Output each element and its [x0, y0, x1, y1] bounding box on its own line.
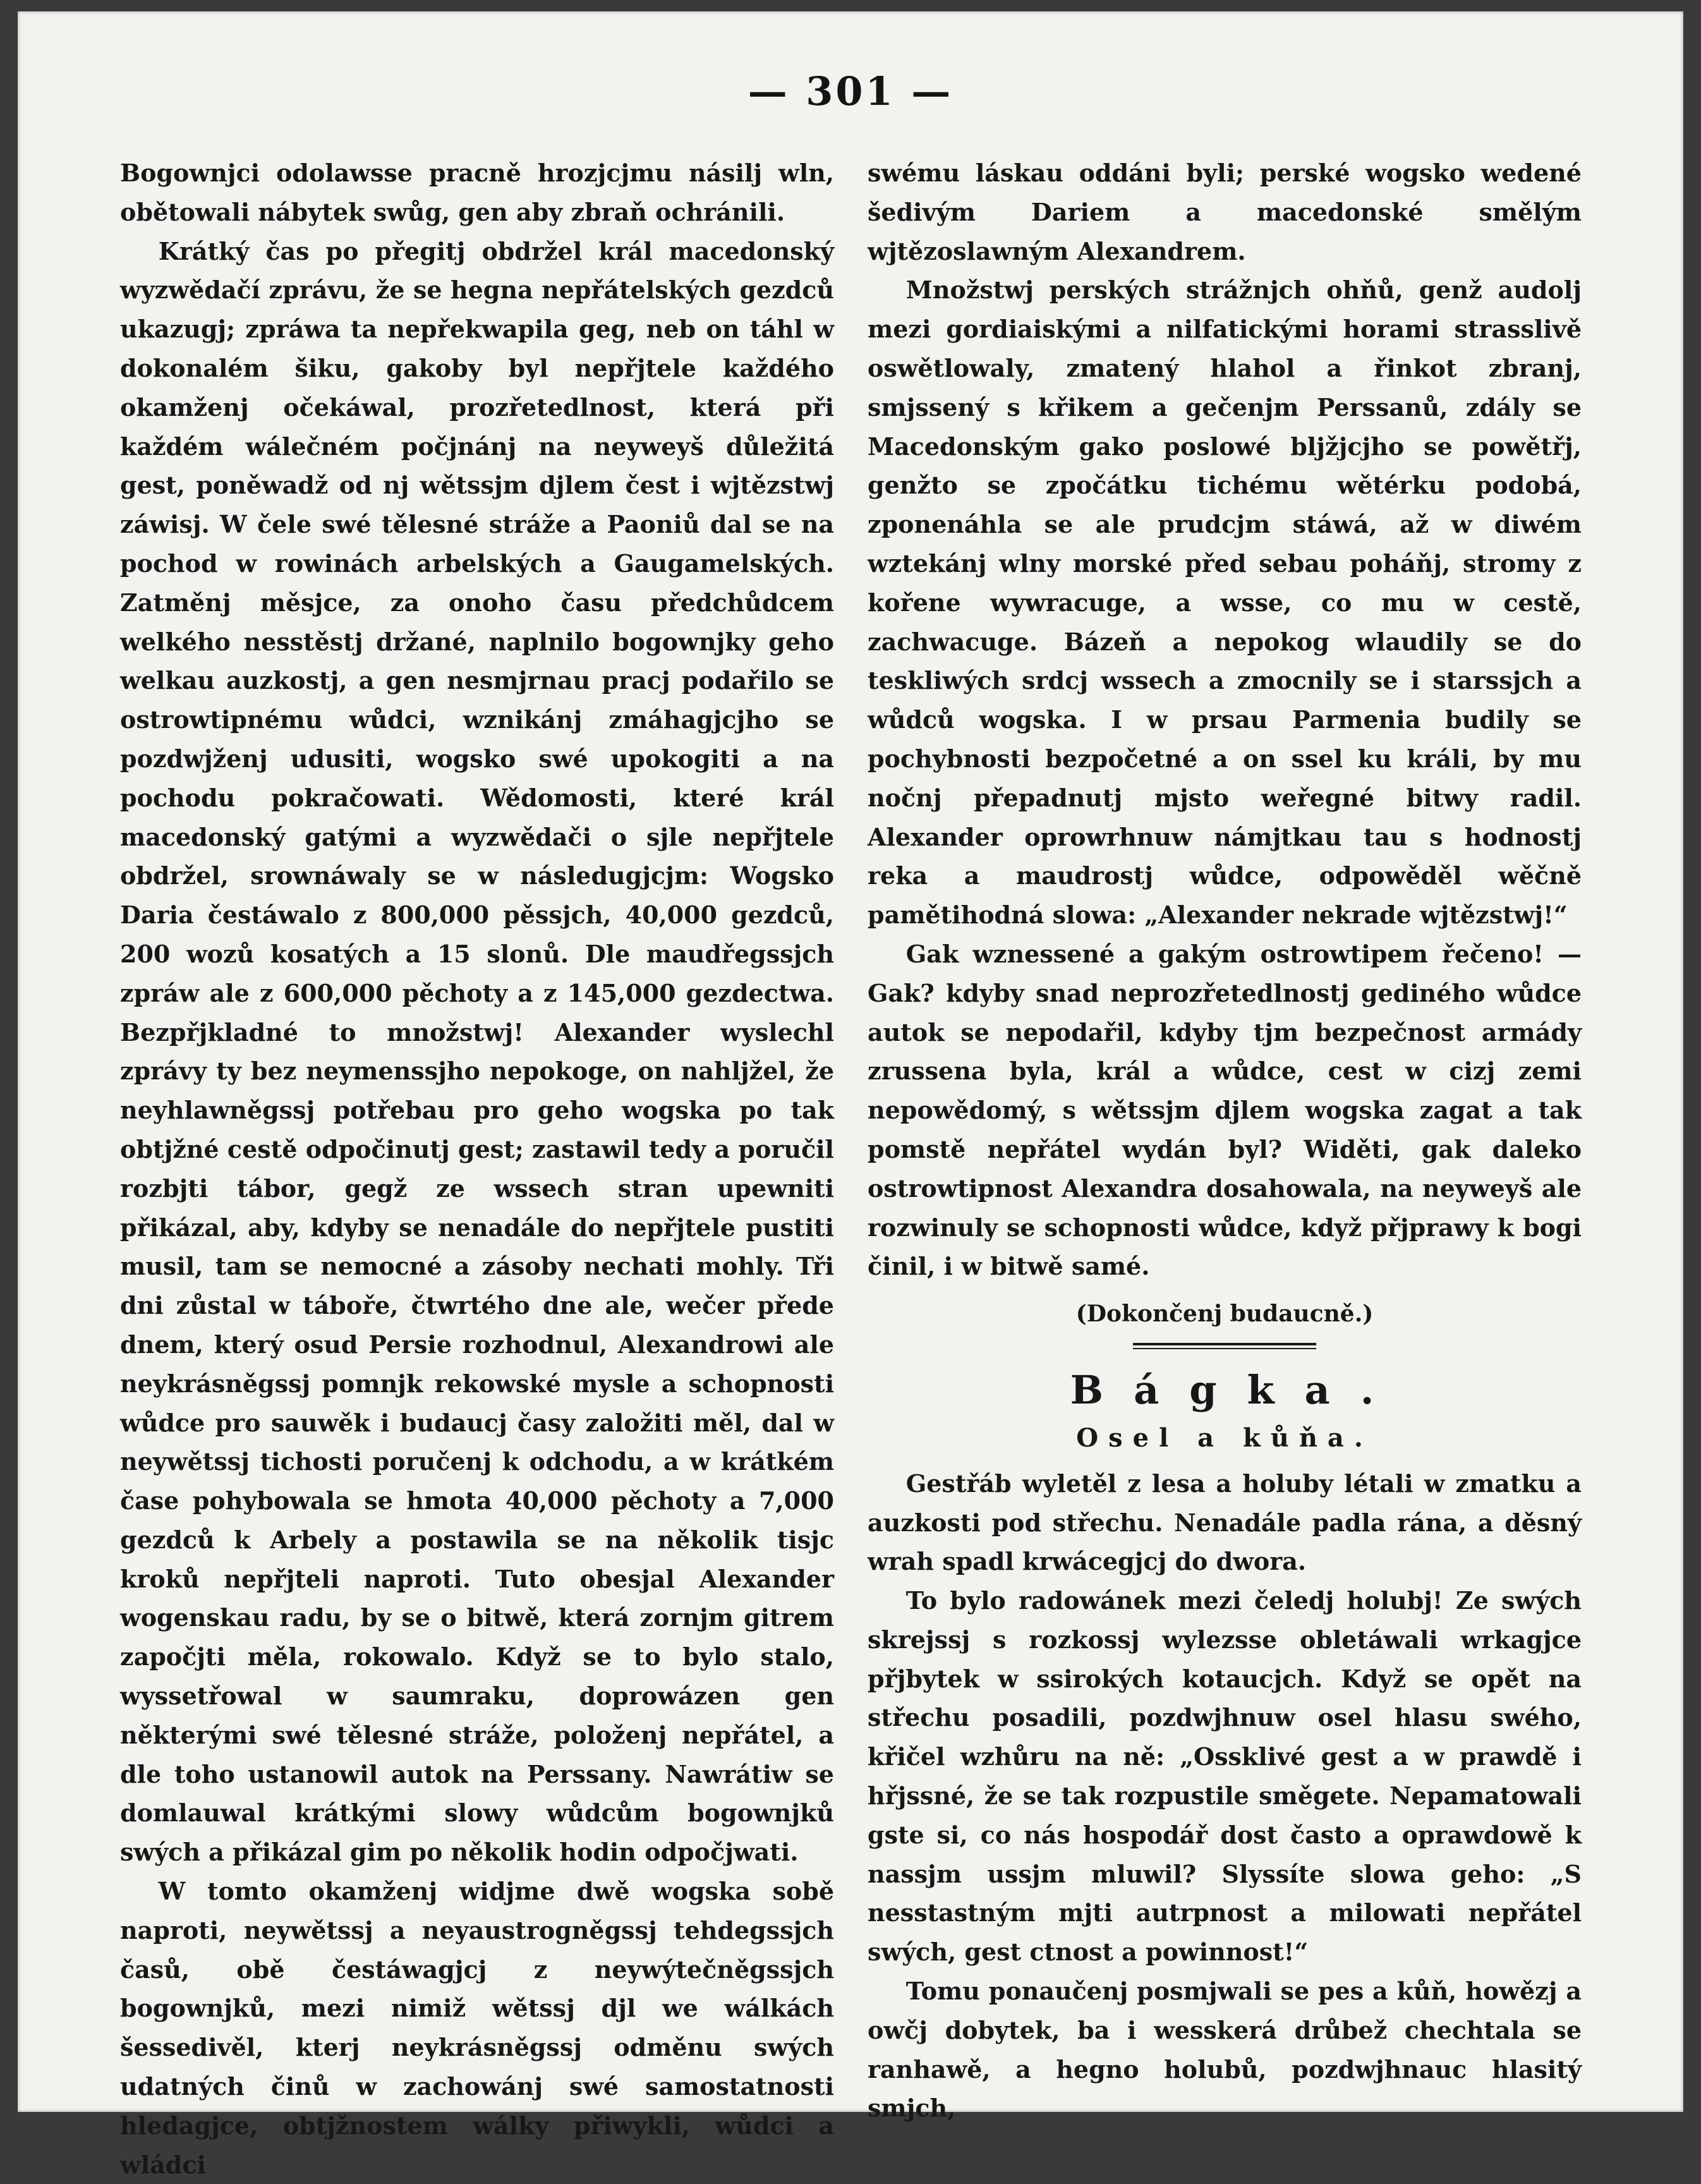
newspaper-page — [18, 11, 1683, 2179]
fable-section-title: Bágka. — [1070, 1366, 1405, 1413]
fable-paragraph: Tomu ponaučenj posmjwali se pes a kůň, howězj a owčj dobytek, ba i wesskerá drůbež chechtala se ranhawě, a hegno holubů, pozdwjhnauc hlasitý smjch, — [868, 1977, 1582, 2123]
article-paragraph: Krátký čas po přegitj obdržel král macedonský wyzwědačí zprávu, že se hegna nepřátelských gezdců ukazugj; zpráwa ta nepřekwapila geg, neb on táhl w dokonalém šiku, gakoby byl nepřjtele každého okamženj očekáwal, prozřetedlnost, která při každém wálečném počjnánj na neyweyš důležitá gest, poněwadž od nj wětssjm djlem čest i wjtězstwj záwisj. W čele swé tělesné stráže a Paoniů dal se na pochod w rowinách arbelských a Gaugamelských. Zatměnj měsjce, za onoho času předchůdcem welkého nesstěstj držané, naplnilo bogownjky geho welkau auzkostj, a gen nesmjrnau pracj podařilo se ostrowtipnému wůdci, wznikánj zmáhagjcjho se pozdwjženj udusiti, wogsko swé upokogiti a na pochodu pokračowati. Wědomosti, které král macedonský gatými a wyzwědači o sjle nepřjtele obdržel, srownáwaly se w následugjcjm: Wogsko Daria čestáwalo z 800,000 pěssjch, 40,000 gezdců, 200 wozů kosatých a 15 slonů. Dle maudřegssjch zpráw ale z 600,000 pěchoty a z 145,000 gezdectwa. Bezpřjkladné to množstwj! Alexander wyslechl zprávy ty bez neymenssjho nepokoge, on nahljžel, že neyhlawněgssj potřebau pro geho wogska po tak obtjžné cestě odpočinutj gest; zastawil tedy a poručil rozbjti tábor, gegž ze wssech stran upewniti přikázal, aby, kdyby se nenadále do nepřjtele pustiti musil, tam se nemocné a zásoby nechati mohly. Tři dni zůstal w táboře, čtwrtého dne ale, wečer přede dnem, který osud Persie rozhodnul, Alexandrowi ale neykrásněgssj pomnjk rekowské mysle a schopnosti wůdce pro sauwěk i budaucj časy založiti měl, dal w neywětssj tichosti poručenj k odchodu, a w krátkém čase pohybowala se hmota 40,000 pěchoty a 7,000 gezdců k Arbely a postawila se na několik tisjc kroků nepřjteli naproti. Tuto obesjal Alexander wogenskau radu, by se o bitwě, která zornjm gitrem započjti měla, rokowalo. Když se to bylo stalo, wyssetřowal w saumraku, doprowázen gen některými swé tělesné stráže, položenj nepřátel, a dle toho ustanowil autok na Perssany. Nawrátiw se domlauwal krátkými slowy wůdcům bogownjků swých a přikázal gim po několik hodin odpočjwati. — [120, 236, 834, 1867]
article-paragraph: W tomto okamženj widjme dwě wogska sobě naproti, neywětssj a neyaustrogněgssj tehdegssjch časů, obě čestáwagjcj z neywýtečněgssjch bogownjků, mezi nimiž wětssj djl we wálkách šessedivěl, kterj neykrásněgssj odměnu swých udatných činů w zachowánj swé samostatnosti hledagjce, obtjžnostem wálky přiwykli, wůdci a wládci — [120, 1877, 834, 2179]
article-paragraph: Bogownjci odolawsse pracně hrozjcjmu násilj wln, obětowali nábytek swůg, gen aby zbraň ochránili. — [120, 159, 834, 226]
fable-paragraph: Gestřáb wyletěl z lesa a holuby létali w zmatku a auzkosti pod střechu. Nenadále padla rána, a děsný wrah spadl krwácegjcj do dwora. — [868, 1469, 1582, 1576]
page-number: — 301 — — [748, 68, 953, 114]
right-column — [868, 154, 1582, 2128]
article-paragraph: Gak wznessené a gakým ostrowtipem řečeno! — Gak? kdyby snad neprozřetedlnostj gediného wůdce autok se nepodařil, kdyby tjm bezpečnost armády zrussena byla, král a wůdce, cest w cizj zemi nepowědomý, s wětssjm djlem wogska zagat a tak pomstě nepřátel wydán byl? Widěti, gak daleko ostrowtipnost Alexandra dosahowala, na neyweyš ale rozwinuly se schopnosti wůdce, když přjprawy k bogi činil, i w bitwě samé. — [868, 939, 1582, 1281]
continued-note: (Dokončenj budaucně.) — [1075, 1301, 1374, 1328]
section-divider — [1133, 1343, 1316, 1349]
fable-paragraph: To bylo radowánek mezi čeledj holubj! Ze swých skrejssj s rozkossj wylezsse obletáwali wrkagjce přjbytek w ssirokých kotaucjch. Když se opět na střechu posadili, pozdwjhnuw osel hlasu swého, křičel wzhůru na ně: „Ossklivé gest a w prawdě i hřjssné, že se tak rozpustile směgete. Nepamatowali gste si, co nás hospodář dost často a oprawdowě k nassjm ussjm mluwil? Slyssíte slowa geho: „S nesstastným mjti autrpnost a milowati nepřátel swých, gest ctnost a powinnost!“ — [868, 1586, 1582, 1967]
left-column — [120, 154, 834, 2184]
fable-title: Osel a kůňa. — [1076, 1423, 1373, 1453]
article-paragraph: Množstwj perských strážnjch ohňů, genž audolj mezi gordiaiskými a nilfatickými horami strasslivě oswětlowaly, zmatený hlahol a řinkot zbranj, smjssený s křikem a gečenjm Perssanů, zdály se Macedonským gako poslowé bljžjcjho se powětřj, genžto se zpočátku tichému wětérku podobá, zponenáhla se ale prudcjm stáwá, až w diwém wztekánj wlny morské před sebau poháňj, stromy z kořene wywracuge, a wsse, co mu w cestě, zachwacuge. Bázeň a nepokog wlaudily se do teskliwých srdcj wssech a zmocnily se i starssjch a wůdců wogska. I w prsau Parmenia budily se pochybnosti bezpočetné a on ssel ku králi, by mu nočnj přepadnutj mjsto weřegné bitwy radil. Alexander oprowrhnuw námjtkau tau s hodnostj reka a maudrostj wůdce, odpowěděl wěčně pamětihodná slowa: „Alexander nekrade wjtězstwj!“ — [868, 276, 1582, 930]
article-paragraph: swému láskau oddáni byli; perské wogsko wedené šedivým Dariem a macedonské smělým wjtězoslawným Alexandrem. — [868, 159, 1582, 265]
